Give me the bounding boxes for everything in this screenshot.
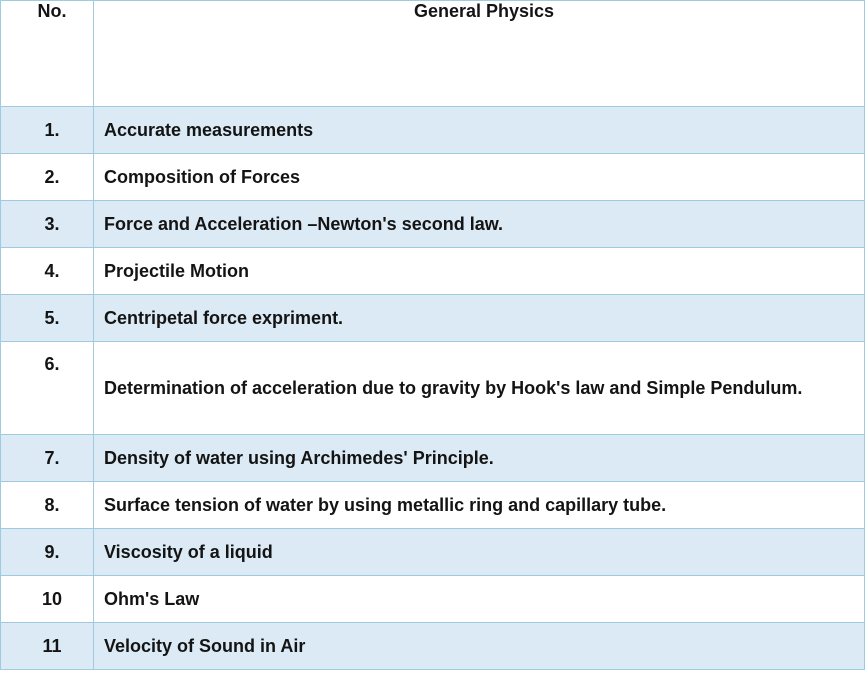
row-title: Density of water using Archimedes' Principle. xyxy=(94,435,865,482)
table-row xyxy=(1,201,865,248)
table-row xyxy=(1,295,865,342)
row-title: Surface tension of water by using metallic ring and capillary tube. xyxy=(94,482,865,529)
row-number: 8. xyxy=(1,482,94,529)
table-row xyxy=(1,435,865,482)
row-number: 2. xyxy=(1,154,94,201)
row-title: Viscosity of a liquid xyxy=(94,529,865,576)
row-number: 5. xyxy=(1,295,94,342)
row-title: Projectile Motion xyxy=(94,248,865,295)
table-row xyxy=(1,623,865,670)
row-number: 3. xyxy=(1,201,94,248)
row-number: 4. xyxy=(1,248,94,295)
column-header-title: General Physics xyxy=(94,1,865,107)
table-row xyxy=(1,154,865,201)
table-row xyxy=(1,342,865,435)
row-number: 6. xyxy=(1,342,94,435)
row-title: Force and Acceleration –Newton's second law. xyxy=(94,201,865,248)
table-row xyxy=(1,107,865,154)
row-title: Centripetal force expriment. xyxy=(94,295,865,342)
row-number: 7. xyxy=(1,435,94,482)
table-row xyxy=(1,576,865,623)
row-title: Velocity of Sound in Air xyxy=(94,623,865,670)
row-title: Determination of acceleration due to gravity by Hook's law and Simple Pendulum. xyxy=(94,342,865,435)
table-header-row xyxy=(1,1,865,107)
table-row xyxy=(1,529,865,576)
row-number: 10 xyxy=(1,576,94,623)
row-title: Composition of Forces xyxy=(94,154,865,201)
table-row xyxy=(1,482,865,529)
row-number: 1. xyxy=(1,107,94,154)
column-header-number: No. xyxy=(1,1,94,107)
row-number: 11 xyxy=(1,623,94,670)
table-row xyxy=(1,248,865,295)
row-title: Accurate measurements xyxy=(94,107,865,154)
row-title: Ohm's Law xyxy=(94,576,865,623)
row-number: 9. xyxy=(1,529,94,576)
